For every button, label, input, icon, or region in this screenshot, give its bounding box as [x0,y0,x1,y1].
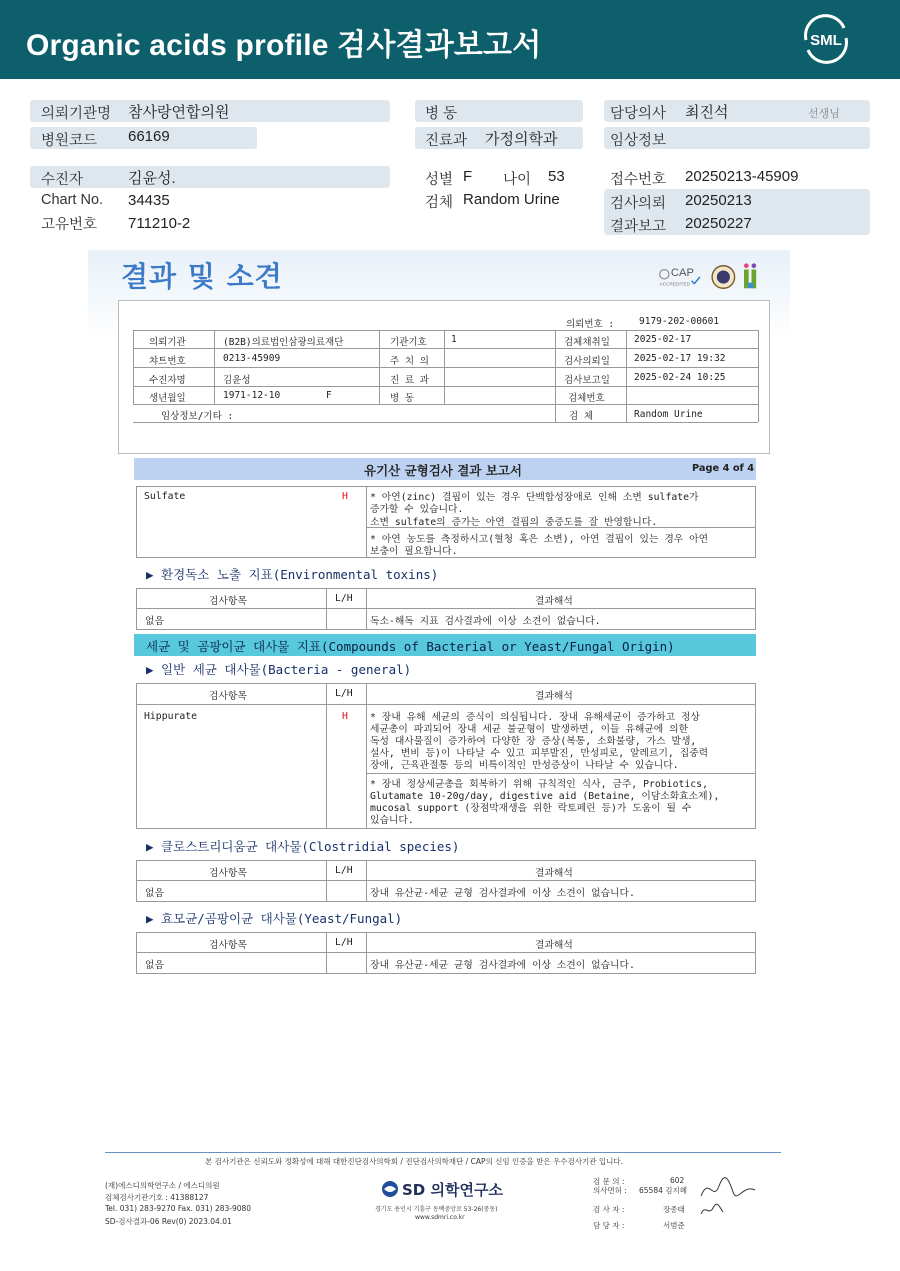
unique-label: 고유번호 [41,217,98,233]
report-heading: 결과 및 소견 [121,260,283,293]
report-title: 유기산 균형검사 결과 보고서 [364,463,522,478]
col-item: 검사항목 [209,596,247,607]
sulfate-line: 소변 sulfate의 증가는 아연 결핍의 중증도를 잘 반영합니다. [370,517,658,528]
yeast-text: 장내 유산균-세균 균형 검사결과에 이상 소견이 없습니다. [370,960,635,971]
hospital-code-label: 병원코드 [41,133,98,149]
footer-web: www.sdmri.co.kr [415,1214,465,1221]
chart-label: 챠트번호 [149,356,186,367]
patient-value: 김윤성. [128,170,176,187]
code-label: 기관기호 [390,337,427,348]
patient-label: 수진자 [41,172,84,188]
receipt-label: 접수번호 [610,172,667,188]
spec-label: 검 체 [569,411,594,422]
col-interp: 결과해석 [535,596,573,607]
bacteria-section-bar [134,634,756,656]
clin-label: 임상정보/기타 : [161,411,234,422]
req-label: 검사의뢰일 [564,356,610,367]
env-table [136,588,756,630]
seal-cert-icon [712,266,735,289]
general-table [136,683,756,829]
name-value: 김윤성 [223,375,251,386]
specimen-label: 검체 [425,195,454,211]
specno-label: 검체번호 [568,393,605,404]
hippurate-line: 설사, 변비 등)이 나타날 수 있고 피부발진, 만성피로, 알레르기, 집중력 [370,748,709,759]
code-value: 1 [451,334,457,345]
manager-label: 담 당 자 : [593,1221,625,1230]
chart-value: 0213-45909 [223,353,281,364]
cert-logos [654,262,774,292]
clostridia-table [136,860,756,902]
signature-icon [697,1174,759,1204]
footer-brand: SD 의학연구소 [402,1181,503,1199]
license-value: 65584 김지혜 [639,1186,687,1195]
doctor-suffix: 선생님 [808,108,840,120]
doctor-label: 주 치 의 [390,356,429,367]
hospital-code-value: 66169 [128,128,170,145]
inst-label: 의뢰기관 [149,337,186,348]
hippurate-line: 있습니다. [370,815,414,826]
env-text: 독소-해독 지표 검사결과에 이상 소견이 없습니다. [370,616,601,627]
dept-label: 진 료 과 [390,375,429,386]
sulfate-name: Sulfate [144,491,186,502]
col-lh: L/H [335,593,353,604]
rep-value: 2025-02-24 10:25 [634,372,726,383]
col-item: 검사항목 [209,868,247,879]
clinical-label: 임상정보 [610,133,667,149]
hippurate-flag: H [342,711,348,722]
hippurate-line: 장애, 근육관절통 등의 비특이적인 만성증상이 나타날 수 있습니다. [370,760,679,771]
spec-value: Random Urine [634,409,703,420]
col-item: 검사항목 [209,691,247,702]
col-interp: 결과해석 [535,868,573,879]
rep-label: 검사보고일 [564,375,610,386]
bacteria-section-title: 세균 및 곰팡이균 대사물 지표(Compounds of Bacterial or Yeast/Fungal Origin) [146,639,675,654]
yeast-section-title: ▶ 효모균/곰팡이균 대사물(Yeast/Fungal) [146,911,403,926]
sulfate-line: * 아연 농도를 측정하시고(혈청 혹은 소변), 아연 결핍이 있는 경우 아연 [370,534,709,545]
logo-text: SML [810,32,842,49]
footer-line: Tel. 031) 283-9270 Fax. 031) 283-9080 [105,1204,252,1213]
age-value: 53 [548,168,565,185]
department-value: 가정의학과 [485,131,558,148]
tester-value: 장종태 [663,1205,685,1214]
col-lh: L/H [335,865,353,876]
room-label: 검 문 의 : [593,1177,625,1186]
lab-cert-icon [744,263,756,288]
collect-label: 검체채취일 [564,337,610,348]
yeast-table [136,932,756,974]
report-value: 20250227 [685,215,752,232]
request-label: 검사의뢰 [610,196,667,212]
report-label: 결과보고 [610,219,667,235]
collect-value: 2025-02-17 [634,334,692,345]
report-header-table [118,300,770,454]
footer-line: (재)에스디의학연구소 / 에스디의원 [105,1181,220,1190]
dob-value: 1971-12-10 [223,390,281,401]
name-label: 수진자명 [149,375,186,386]
report-image [88,250,790,1010]
specimen-value: Random Urine [463,191,560,208]
report-title-bar [134,458,756,480]
ward-label: 병 동 [425,106,458,122]
yeast-item: 없음 [145,960,164,971]
doctor-label: 담당의사 [610,106,667,122]
hippurate-line: 독성 대사물질이 증가하여 다양한 장 증상(복통, 소화불량, 가스 발생, [370,736,697,747]
request-no-value: 9179-202-00601 [639,316,720,327]
request-value: 20250213 [685,192,752,209]
hippurate-line: Glutamate 10-20g/day, digestive aid (Betaine, 이담소화효소제), [370,791,720,802]
sulfate-line: * 아연(zinc) 결핍이 있는 경우 단백합성장애로 인해 소변 sulfate가 [370,492,699,503]
sex-label: 성별 [425,172,454,188]
col-interp: 결과해석 [535,691,573,702]
hippurate-line: * 장내 정상세균총을 회복하기 위해 규칙적인 식사, 금주, Probiotics, [370,779,708,790]
tester-label: 검 사 자 : [593,1205,625,1214]
sex-value: F [326,390,332,401]
license-label: 의사면허 : [593,1186,627,1195]
chart-label: Chart No. [41,192,104,208]
col-lh: L/H [335,688,353,699]
req-value: 2025-02-17 19:32 [634,353,726,364]
clostridia-item: 없음 [145,888,164,899]
cap-cert-icon [660,267,700,286]
env-item: 없음 [145,616,164,627]
page-indicator: Page 4 of 4 [692,463,755,474]
sulfate-line: 증가할 수 있습니다. [370,504,464,515]
info-band [30,166,390,188]
col-interp: 결과해석 [535,940,573,951]
manager-value: 서범준 [663,1221,685,1230]
ward-label: 병 동 [390,393,415,404]
hippurate-line: 세균총이 파괴되어 장내 세균 불균형이 발생하면, 이들 유해균에 의한 [370,724,689,735]
footer-address: 경기도 용인시 기흥구 동백중앙로 53-26(중동) [375,1206,498,1213]
col-lh: L/H [335,937,353,948]
clostridia-text: 장내 유산균-세균 균형 검사결과에 이상 소견이 없습니다. [370,888,635,899]
institution-value: 참사랑연합의원 [128,104,230,121]
hippurate-name: Hippurate [144,711,198,722]
page-title: Organic acids profile 검사결과보고서 [26,29,542,62]
department-label: 진료과 [425,133,468,149]
unique-value: 711210-2 [128,215,191,232]
chart-value: 34435 [128,192,170,209]
age-label: 나이 [503,172,532,188]
inst-value: (B2B)의료법인삼광의료재단 [223,337,344,348]
institution-label: 의뢰기관명 [41,106,112,122]
hippurate-line: * 장내 유해 세균의 증식이 의심됩니다. 장내 유해세균이 증가하고 정상 [370,712,700,723]
dob-label: 생년월일 [149,393,186,404]
sd-logo-icon [381,1180,399,1198]
sulfate-table [136,486,756,558]
svg-text:CAP: CAP [670,267,695,280]
request-no-label: 의뢰번호 : [566,319,615,330]
room-value: 602 [670,1176,685,1185]
signature-icon [697,1202,727,1218]
patient-info-block [0,0,900,240]
sulfate-line: 보충이 필요합니다. [370,546,458,557]
sex-value: F [463,168,473,185]
doctor-value: 최진석 [685,104,729,121]
env-section-title: ▶ 환경독소 노출 지표(Environmental toxins) [146,567,439,582]
general-section-title: ▶ 일반 세균 대사물(Bacteria - general) [146,662,412,677]
receipt-value: 20250213-45909 [685,168,799,185]
col-item: 검사항목 [209,940,247,951]
footer-line: 검체검사기관기호 : 41388127 [105,1193,209,1202]
hippurate-line: mucosal support (장점막재생을 위한 락토페린 등)가 도움이 될 수 [370,803,692,814]
footer-line: SD-검사결과-06 Rev(0) 2023.04.01 [105,1217,232,1226]
sulfate-flag: H [342,491,348,502]
clostridia-section-title: ▶ 클로스트리디움균 대사물(Clostridial species) [146,839,460,854]
footer [105,1150,781,1260]
footer-notice: 본 검사기관은 신뢰도와 정확성에 대해 대한진단검사의학회 / 진단검사의학재단 / CAP의 신임 인증을 받은 우수검사기관 입니다. [205,1157,623,1166]
svg-text:ACCREDITED: ACCREDITED [659,281,690,287]
